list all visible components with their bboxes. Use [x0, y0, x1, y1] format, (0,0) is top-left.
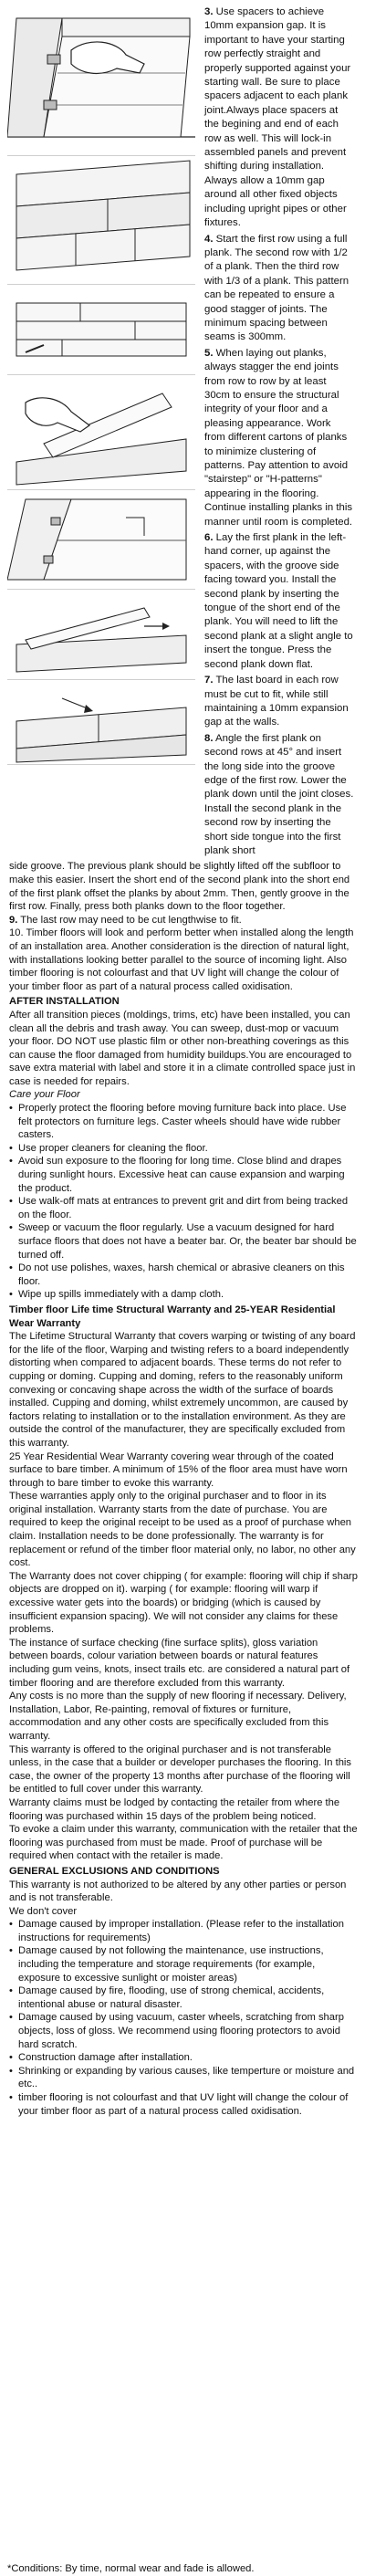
- step-number: 7.: [204, 675, 214, 686]
- step-4: [204, 233, 354, 345]
- care-heading: Care your Floor: [9, 1089, 80, 1101]
- step-text: The last board in each row must be cut to fit, while still maintaining a 10mm expansion gap at the walls.: [204, 675, 349, 728]
- step-10: 10. Timber floors will look and perform better when installed along the length of an installation area. Another consideration is the direction of natural light, with installations looking better parallel to the source of incoming light. Also timber flooring is not colourfast and that UV light will change the colour of your timber floor as part of a natural process called oxidisation.: [9, 927, 354, 992]
- list-item: • Damage caused by improper installation. (Please refer to the installation instructions for requirements): [9, 1918, 358, 1944]
- step-text: Angle the first plank on second rows at 45° and insert the long side into the groove edge of the first row. Lower the plank down until the joint closes. Install the second plank in the second row by inserting the short side tongue into the first plank short: [204, 732, 354, 856]
- after-installation-text: After all transition pieces (moldings, trims, etc) have been installed, you can clean all the debris and trash away. You can sweep, dust-mop or vacuum your floor. DO NOT use plastic film or other non-breathing coverings as this can cause the floor damaged from humidity buildups.You are encouraged to save extra material with label and store it in a climate controlled space just in case is needed for repairs.: [9, 1009, 356, 1087]
- step-text: Use spacers to achieve 10mm expansion gap. It is important to have your starting row perfectly straight and properly supported against your starting wall. Be sure to place spacers adjacent to each plank joint.Always place spacers at the begining and end of each row as well. This will lock-in assembled panels and prevent shifting during installation. Always allow a 10mm gap around all other fixed objects including upright pipes or other fixtures.: [204, 6, 351, 229]
- warranty-heading: Timber floor Life time Structural Warranty and 25-YEAR Residential Wear Warranty: [9, 1304, 336, 1329]
- step-number: 5.: [204, 347, 214, 359]
- step-9: [9, 914, 358, 927]
- list-item: • Use proper cleaners for cleaning the floor.: [9, 1142, 358, 1156]
- step-8-continuation: side groove. The previous plank should be slightly lifted off the subfloor to make this easier. Insert the short end of the second plank into the short end of the first plank offset the planks by about 2mm. Then, gently groove in the first row. Finally, press both planks down to the floor together.: [9, 861, 350, 913]
- steps-text-column: [201, 0, 365, 860]
- full-width-text: [0, 860, 365, 2118]
- illustration-plank-stagger: [7, 156, 195, 285]
- list-item: • Damage caused by not following the maintenance, use instructions, including the temperature and storage requirements (for example, exposure to excessive sunlight or moister areas): [9, 1944, 358, 1984]
- illustration-column: [0, 0, 201, 860]
- step-text: The last row may need to be cut lengthwise to fit.: [20, 914, 242, 926]
- warranty-paragraph: Any costs is no more than the supply of new flooring if necessary. Delivery, Installation, Labor, Re-painting, removal of fixtures or furniture, accommodation and any other costs are specifically excluded from this warranty.: [9, 1691, 347, 1742]
- illustration-last-board: [7, 590, 195, 680]
- warranty-paragraph: This warranty is offered to the original purchaser and is not transferable unless, in the case that a builder or developer purchases the flooring. In this case, the owner of the property 13 months after purchase of the flooring will be entitled to full cover under this warranty.: [9, 1744, 352, 1796]
- warranty-paragraph: Warranty claims must be lodged by contacting the retailer from where the flooring was purchased within 15 days of the problem being noticed.: [9, 1796, 340, 1822]
- general-exclusions-heading: GENERAL EXCLUSIONS AND CONDITIONS: [9, 1865, 220, 1877]
- list-item: • Properly protect the flooring before moving furniture back into place. Use felt protectors on furniture legs. Caster wheels should have wide rubber casters.: [9, 1102, 358, 1142]
- step-3: [204, 5, 354, 231]
- step-number: 8.: [204, 732, 214, 744]
- warranty-paragraph: The Warranty does not cover chipping ( for example: flooring will chip if sharp objects are dropped on it). warping ( for example: flooring will warp if excessive water gets into the boards) or bridging (which is caused by insufficient expansion spacing). We will not consider any claims for these problems.: [9, 1570, 358, 1636]
- step-number: 9.: [9, 914, 18, 926]
- list-item: • Damage caused by using vacuum, caster wheels, scratching from sharp objects, loss of gloss. We recommend using flooring protectors to avoid hard scratch.: [9, 2011, 358, 2051]
- list-item: • Wipe up spills immediately with a damp cloth.: [9, 1288, 358, 1302]
- step-text: Lay the first plank in the left-hand corner, up against the spacers, with the groove side facing toward you. Install the second plank by inserting the tongue of the short end of the plank. You will need to lift the second plank at a slight angle to insert the tongue. Press the second plank down flat.: [204, 532, 353, 670]
- step-7: [204, 674, 354, 730]
- list-item: • Do not use polishes, waxes, harsh chemical or abrasive cleaners on this floor.: [9, 1262, 358, 1288]
- warranty-paragraph: The instance of surface checking (fine surface splits), gloss variation between boards, colour variation between boards or natural features including gum veins, knots, insect trails etc. are considered a natural part of timber flooring and are therefore excluded from this warranty.: [9, 1637, 350, 1689]
- list-item: • Sweep or vacuum the floor regularly. Use a vacuum designed for hard surface floors that does not have a beater bar. Or, the beater bar should be turned off.: [9, 1221, 358, 1262]
- exclusions-list: [9, 1918, 358, 2118]
- conditions-footnote: *Conditions: By time, normal wear and fade is allowed.: [7, 2563, 255, 2575]
- warranty-paragraph: The Lifetime Structural Warranty that covers warping or twisting of any board for the life of the floor, Warping and twisting refers to a board independently: [9, 1331, 356, 1356]
- step-5: [204, 347, 354, 529]
- general-exclusions-text: This warranty is not authorized to be altered by any other parties or person and is not transferable.: [9, 1879, 347, 1904]
- illustration-second-row: [7, 680, 195, 765]
- step-number: 6.: [204, 532, 214, 544]
- illustration-corner-plank: [7, 490, 195, 590]
- illustrated-steps: [0, 0, 365, 860]
- list-item: • timber flooring is not colourfast and that UV light will change the colour of your timber floor as part of a natural process called oxidisation.: [9, 2091, 358, 2118]
- step-number: 4.: [204, 233, 214, 245]
- warranty-paragraph: distorting when compared to adjacent boards. These terms do not refer to cupping or doming. Cupping and doming, refers to the reasonably uniform convexing or concaving shape across the width of the surface of boards installed. Cupping and doming, whilst extremely uncommon, are caused by factors relating to installation or to the installation environment. As they are outside the control of the manufacturer, they are specifically excluded from this warranty.: [9, 1357, 349, 1449]
- not-cover-label: We don't cover: [9, 1905, 78, 1917]
- warranty-paragraph: 25 Year Residential Wear Warranty covering wear through of the coated surface to bare timber. A minimum of 15% of the floor area must have worn through to bare timber to evoke this warranty.: [9, 1450, 348, 1489]
- list-item: • Damage caused by fire, flooding, use of strong chemical, accidents, intentional abuse or natural disaster.: [9, 1984, 358, 2011]
- step-8: [204, 732, 354, 859]
- care-list: [9, 1102, 358, 1302]
- list-item: • Construction damage after installation.: [9, 2051, 358, 2065]
- step-text: Start the first row using a full plank. The second row with 1/2 of a plank. Then the third row with 1/3 of a plank. This pattern can be repeated to ensure a good stagger of joints. The minimum spacing between seams is 300mm.: [204, 233, 349, 343]
- list-item: • Use walk-off mats at entrances to prevent grit and dirt from being tracked on the floor.: [9, 1195, 358, 1221]
- after-installation-heading: AFTER INSTALLATION: [9, 996, 120, 1008]
- list-item: • Shrinking or expanding by various causes, like temperture or moisture and etc..: [9, 2065, 358, 2091]
- illustration-spacers: [7, 0, 195, 156]
- illustration-joint-pattern: [7, 285, 195, 375]
- step-text: When laying out planks, always stagger the end joints from row to row by at least 30cm to ensure the structural integrity of your floor and a pleasing appearance. Work from different cartons of planks to minimize clustering of patterns. Pay attention to avoid "stairstep" or "H-patterns" appearing in the flooring. Continue installing planks in this manner until room is completed.: [204, 347, 353, 528]
- step-number: 3.: [204, 6, 214, 17]
- illustration-angle-plank: [7, 375, 195, 490]
- warranty-paragraph: These warranties apply only to the original purchaser and to floor in its original installation. Warranty starts from the date of purchase. You are required to keep the original receipt to be used as a proof of purchase when claim. Installation needs to be done professionally. The warranty is for replacement or refund of the timber floor material only, no labor, no other any cost.: [9, 1491, 356, 1569]
- list-item: • Avoid sun exposure to the flooring for long time. Close blind and drapes during sunlight hours. Excessive heat can cause expansion and warping the product.: [9, 1155, 358, 1195]
- step-6: [204, 531, 354, 672]
- warranty-paragraph: To evoke a claim under this warranty, communication with the retailer that the flooring was purchased from must be made. Proof of purchase will be required when contact with the retailer is made.: [9, 1824, 358, 1862]
